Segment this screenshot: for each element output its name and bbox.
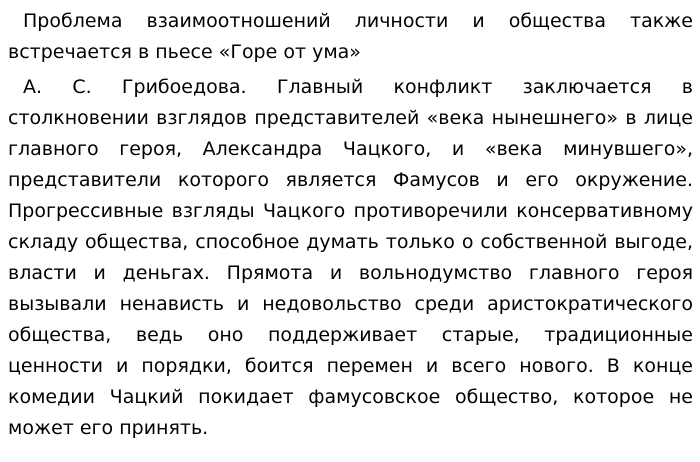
- paragraph-main: А. С. Грибоедова. Главный конфликт заключается в столкновении взглядов представителей «века нынешнего» в лице главного героя, Александра Чацкого, и «века минувшего», представители которого является Фамусов и его окружение. Прогрессивные взгляды Чацкого противоречили консервативному складу общества, способное думать только о собственной выгоде, власти и деньгах. Прямота и вольнодумство главного героя вызывали ненависть и недовольство среди аристократического общества, ведь оно поддерживает старые, традиционные ценности и порядки, боится перемен и всего нового. В конце комедии Чацкий покидает фамусовское общество, которое не может его принять.: [8, 76, 693, 439]
- paragraph-intro: Проблема взаимоотношений личности и общества также встречается в пьесе «Горе от ума»: [8, 10, 693, 63]
- document-body: [8, 6, 693, 444]
